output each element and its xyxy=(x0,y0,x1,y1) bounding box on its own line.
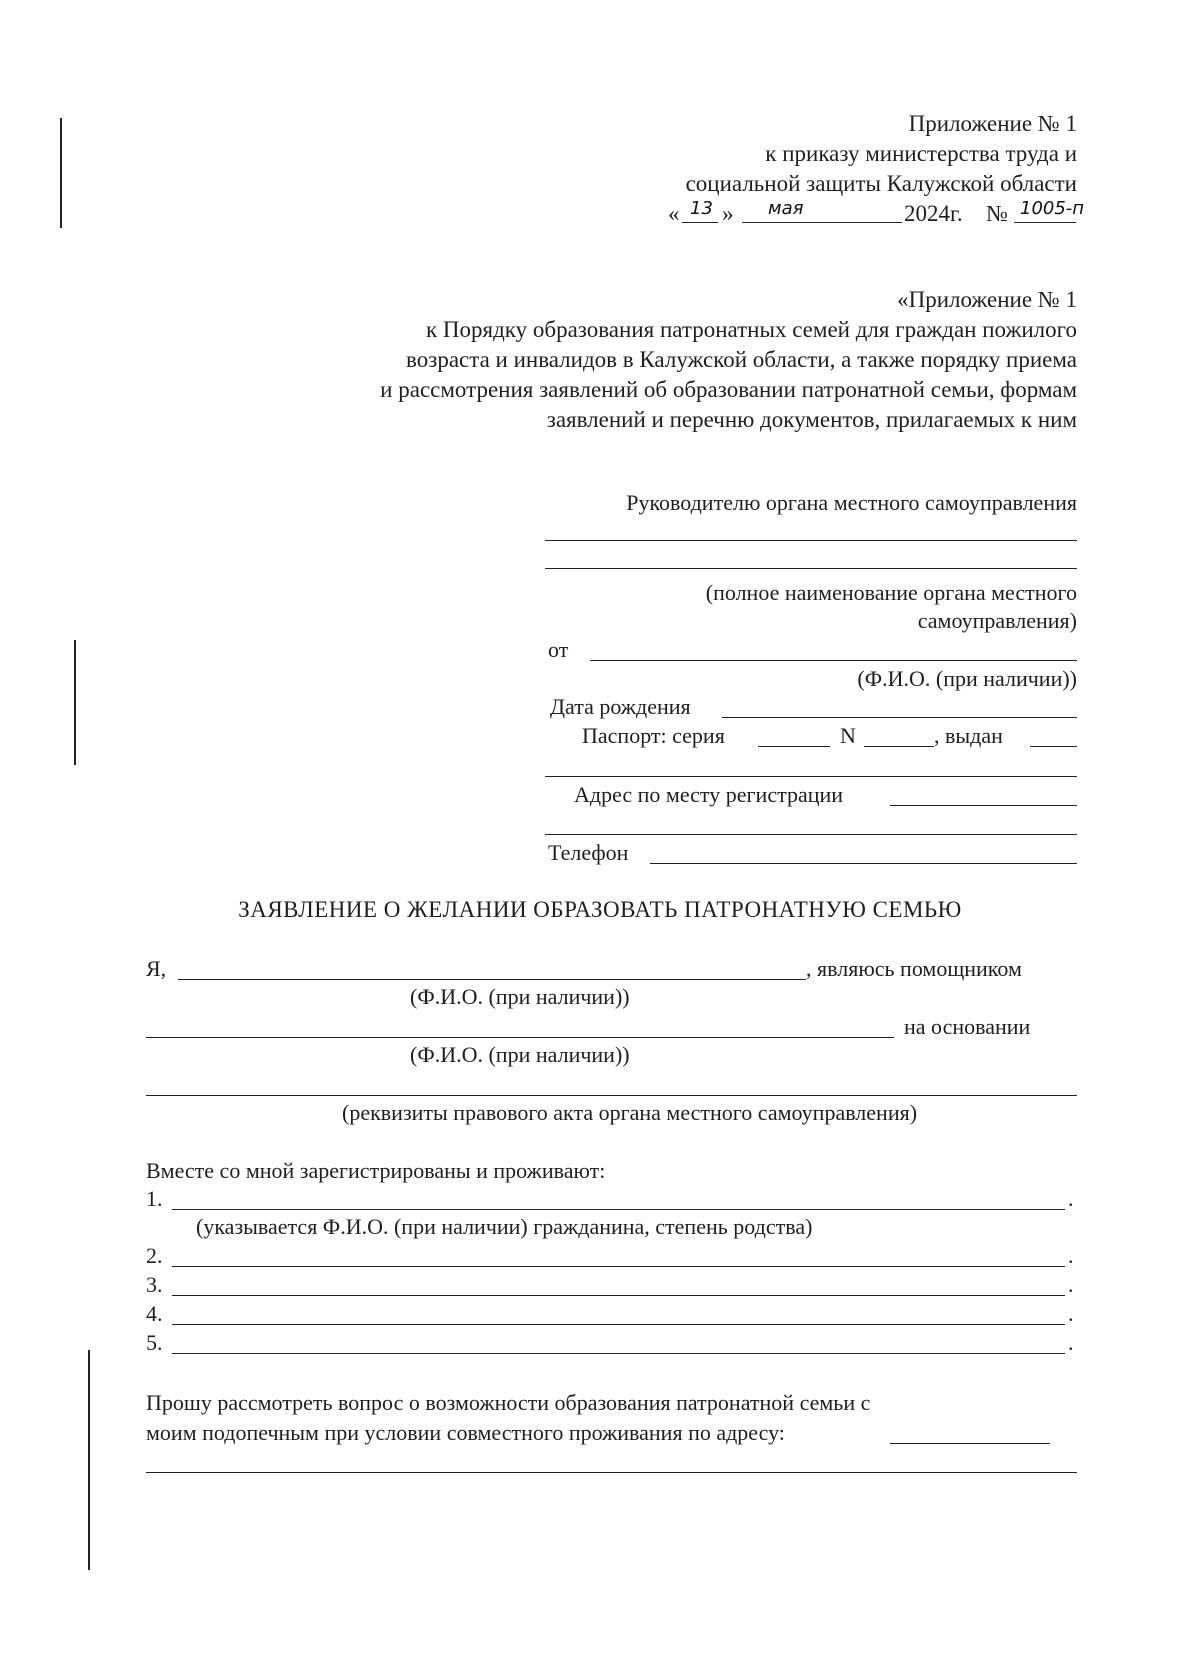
address-label: Адрес по месту регистрации xyxy=(574,782,844,807)
item-5-dot: . xyxy=(1068,1330,1074,1355)
request-line-2: моим подопечным при условии совместного проживания по адресу: xyxy=(146,1420,785,1445)
act-line xyxy=(146,1095,1077,1096)
from-fio-hint: (Ф.И.О. (при наличии)) xyxy=(857,666,1077,691)
passport-issued-label: , выдан xyxy=(934,723,1003,748)
item-5-line xyxy=(172,1353,1065,1354)
appendix-line-4: и рассмотрения заявлений об образовании патронатной семьи, формам xyxy=(380,377,1077,402)
org-line-1 xyxy=(545,540,1077,541)
item-3-dot: . xyxy=(1068,1272,1074,1297)
body-i: Я, xyxy=(146,956,167,981)
address-line-2 xyxy=(545,834,1077,835)
header-line-3: социальной защиты Калужской области xyxy=(685,171,1077,196)
day-line xyxy=(682,222,718,223)
ward-fio-hint: (Ф.И.О. (при наличии)) xyxy=(410,1042,630,1067)
handwritten-number: 1005-п xyxy=(1020,198,1085,219)
applicant-fio-hint: (Ф.И.О. (при наличии)) xyxy=(410,984,630,1009)
item-3-line xyxy=(172,1295,1065,1296)
appendix-line-3: возраста и инвалидов в Калужской области, а также порядку приема xyxy=(406,347,1077,372)
scan-mark-top xyxy=(60,118,62,228)
item-1-number: 1. xyxy=(146,1186,163,1211)
quote-close: » xyxy=(722,201,734,226)
header-line-2: к приказу министерства труда и xyxy=(765,141,1077,166)
birth-label: Дата рождения xyxy=(550,694,691,719)
appendix-line-5: заявлений и перечню документов, прилагаемых к ним xyxy=(546,407,1077,432)
passport-issued-line-2 xyxy=(545,776,1077,777)
scan-mark-bottom xyxy=(88,1350,90,1570)
year: 2024г. xyxy=(904,201,963,226)
org-hint-2: самоуправления) xyxy=(917,608,1077,633)
item-4-number: 4. xyxy=(146,1301,163,1326)
addressee-to: Руководителю органа местного самоуправления xyxy=(626,490,1077,515)
request-address-line-2 xyxy=(146,1472,1077,1473)
item-2-line xyxy=(172,1266,1065,1267)
ward-fio-line xyxy=(146,1037,894,1038)
phone-line xyxy=(650,863,1077,864)
from-label: от xyxy=(548,637,569,662)
item-1-line xyxy=(172,1209,1065,1210)
applicant-fio-line xyxy=(178,979,806,980)
handwritten-day: 13 xyxy=(690,198,713,219)
quote-open: « xyxy=(668,201,680,226)
request-line-1: Прошу рассмотреть вопрос о возможности образования патронатной семьи с xyxy=(146,1390,871,1415)
phone-label: Телефон xyxy=(548,840,629,865)
handwritten-month: мая xyxy=(768,198,804,219)
header-date-row xyxy=(668,198,1108,228)
passport-issued-line xyxy=(1030,746,1077,747)
org-hint-1: (полное наименование органа местного xyxy=(705,580,1077,605)
number-label: № xyxy=(986,201,1008,226)
passport-n-label: N xyxy=(840,723,856,748)
from-line xyxy=(590,660,1077,661)
item-2-number: 2. xyxy=(146,1243,163,1268)
act-hint: (реквизиты правового акта органа местного самоуправления) xyxy=(342,1100,918,1125)
birth-line xyxy=(722,717,1077,718)
item-2-dot: . xyxy=(1068,1243,1074,1268)
item-1-dot: . xyxy=(1068,1186,1074,1211)
document-title: ЗАЯВЛЕНИЕ О ЖЕЛАНИИ ОБРАЗОВАТЬ ПАТРОНАТНУЮ СЕМЬЮ xyxy=(238,897,962,922)
registered-label: Вместе со мной зарегистрированы и проживают: xyxy=(146,1158,606,1183)
item-4-line xyxy=(172,1324,1065,1325)
scan-mark-middle xyxy=(74,640,76,765)
body-helper: , являюсь помощником xyxy=(806,956,1022,981)
item-3-number: 3. xyxy=(146,1272,163,1297)
item-1-hint: (указывается Ф.И.О. (при наличии) гражданина, степень родства) xyxy=(196,1214,813,1239)
body-basis: на основании xyxy=(904,1014,1031,1039)
month-line xyxy=(742,222,902,223)
passport-series-line xyxy=(758,746,830,747)
passport-label: Паспорт: серия xyxy=(582,723,725,748)
appendix-line-1: «Приложение № 1 xyxy=(897,287,1077,312)
org-line-2 xyxy=(545,568,1077,569)
number-line xyxy=(1014,222,1076,223)
item-4-dot: . xyxy=(1068,1301,1074,1326)
address-line xyxy=(890,805,1077,806)
header-line-1: Приложение № 1 xyxy=(908,111,1077,136)
passport-number-line xyxy=(864,746,934,747)
item-5-number: 5. xyxy=(146,1330,163,1355)
appendix-line-2: к Порядку образования патронатных семей для граждан пожилого xyxy=(425,317,1077,342)
request-address-line xyxy=(890,1443,1050,1444)
